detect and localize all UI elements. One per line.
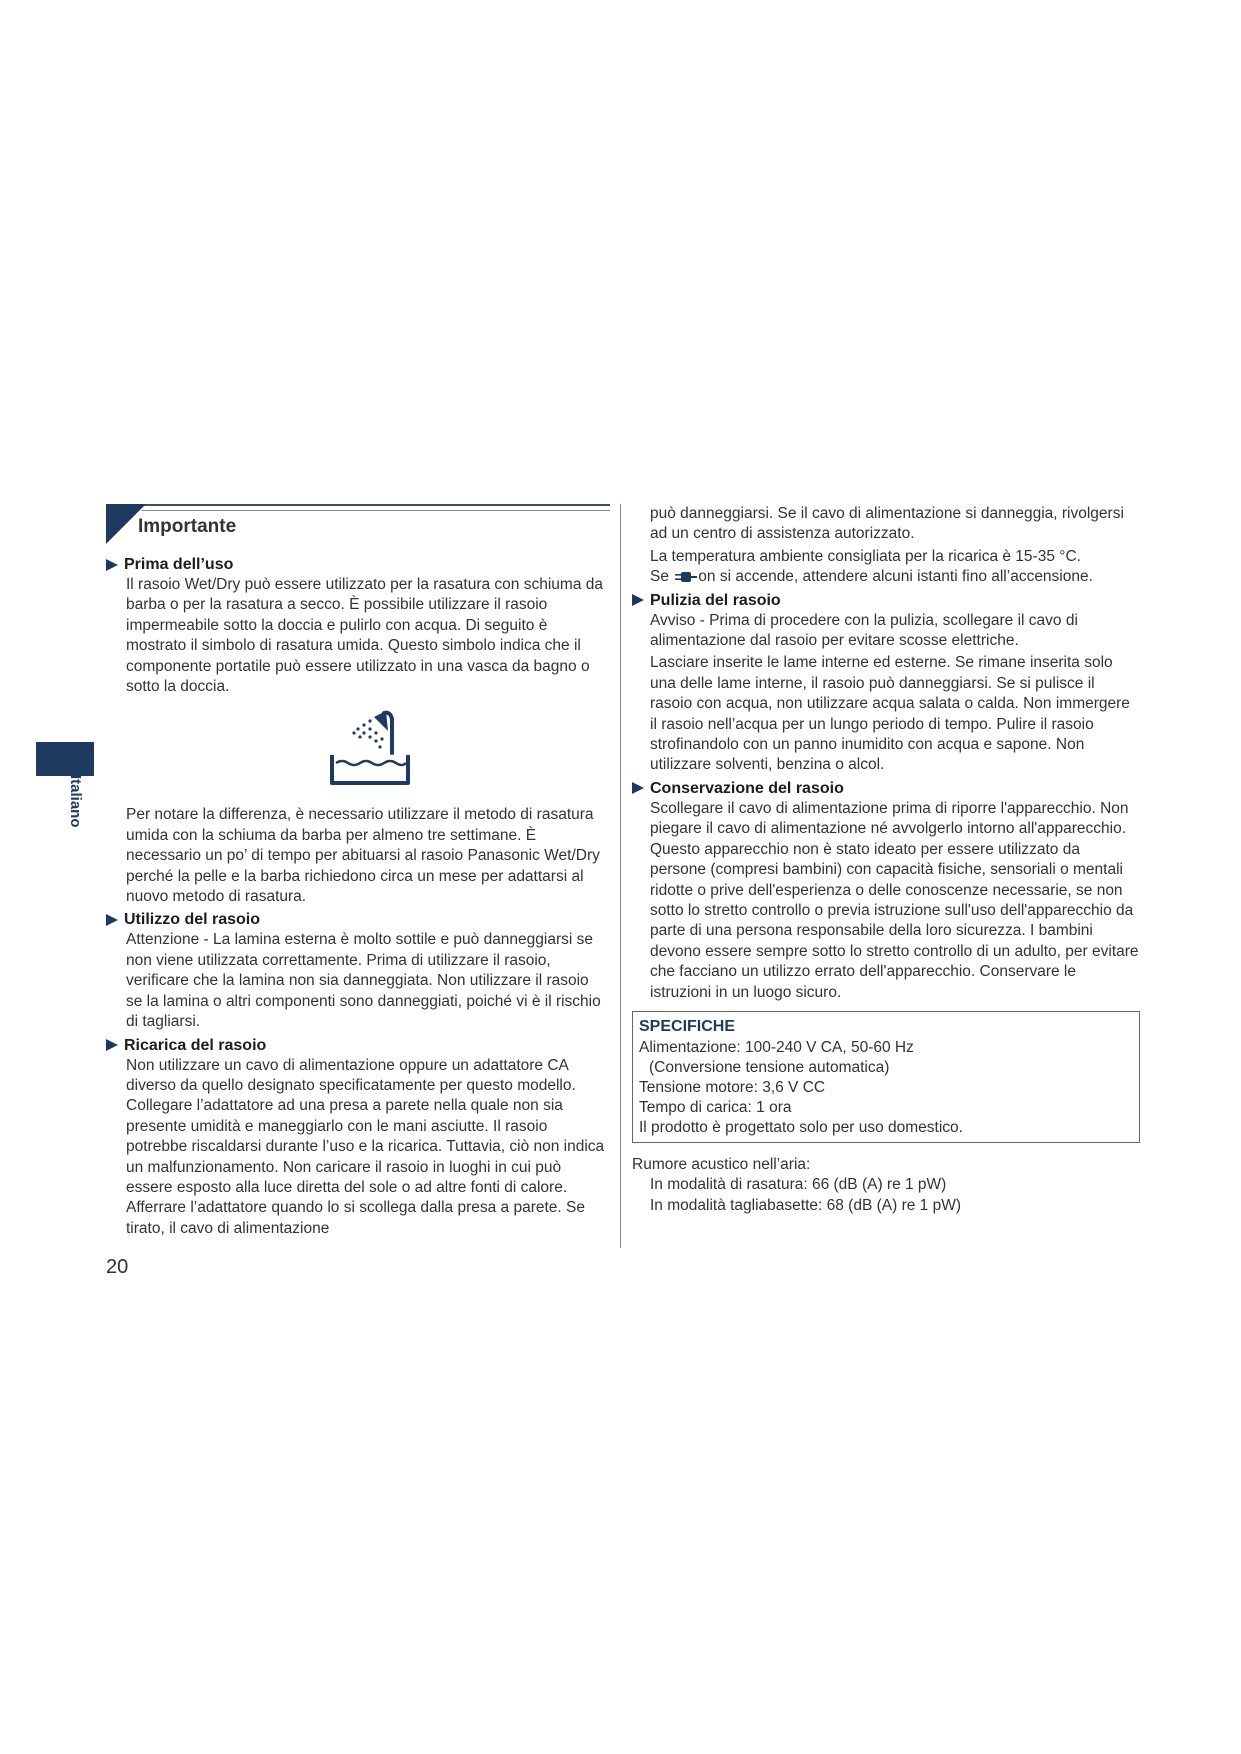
section-heading [106, 554, 608, 575]
wet-shaving-symbol [106, 703, 608, 793]
right-column [632, 504, 1140, 1216]
section-heading [632, 590, 1140, 611]
section-text-continued: Per notare la differenza, è necessario utilizzare il metodo di rasatura umida con la schiuma da barba per almeno tre settimane. È necessario un po’ di tempo per abituarsi al rasoio Panasonic Wet/Dry perché la pelle e la barba richiedono circa un mese per adattarsi al nuovo metodo di rasatura. [126, 806, 600, 906]
section-text: Scollegare il cavo di alimentazione prima di riporre l'apparecchio. Non piegare il cavo di alimentazione né avvolgerlo intorno all'apparecchio. Questo apparecchio non è stato ideato per essere utilizzato da persone (compresi bambini) con capacità fisiche, sensoriali o mentali ridotte o prive dell'esperienza o delle conoscenze necessarie, se non sotto lo stretto controllo o previa istruzione sull'uso dell'apparecchio da parte di una persona responsabile della loro sicurezza. I bambini devono essere sempre sotto lo stretto controllo di un adulto, per evitare che facciano un utilizzo errato dell'apparecchio. Conservare le istruzioni in un luogo sicuro. [650, 799, 1139, 1001]
section-heading [632, 778, 1140, 799]
important-title: Importante [138, 516, 237, 537]
triangle-bullet-icon [632, 782, 644, 794]
triangle-bullet-icon [106, 1039, 118, 1051]
spec-charge: Tempo di carica: 1 ora [639, 1098, 792, 1116]
spec-motor: Tensione motore: 3,6 V CC [639, 1078, 826, 1096]
language-tab-label: Italiano [67, 775, 84, 828]
noise-shaving: In modalità di rasatura: 66 (dB (A) re 1 pW) [650, 1176, 947, 1194]
shower-bath-icon [324, 703, 414, 791]
continued-text: può danneggiarsi. Se il cavo di alimentazione si danneggia, rivolgersi ad un centro di assistenza autorizzato. [650, 505, 1124, 543]
triangle-bullet-icon [106, 559, 118, 571]
section-heading [106, 1035, 608, 1056]
triangle-bullet-icon [632, 594, 644, 606]
triangle-bullet-icon [106, 914, 118, 926]
header-rule-thin [142, 510, 610, 511]
specifications-title: SPECIFICHE [639, 1017, 736, 1035]
section-heading-text: Prima dell’uso [124, 556, 234, 573]
section-ricarica [106, 1035, 608, 1240]
temperature-line: La temperatura ambiente consigliata per la ricarica è 15-35 °C. [650, 547, 1081, 565]
header-rule-thick [106, 504, 610, 506]
column-divider [620, 504, 621, 1248]
plug-icon [675, 571, 697, 583]
plug-text-before: Se [650, 568, 669, 586]
section-text: Non utilizzare un cavo di alimentazione oppure un adattatore CA diverso da quello designato specificatamente per questo modello. Collegare l’adattatore ad una presa a parete nella quale non sia presente umidità e maneggiarlo con le mani asciutte. Il rasoio potrebbe riscaldarsi durante l’uso e la ricarica. Tuttavia, ciò non indica un malfunzionamento. Non caricare il rasoio in luoghi in cui può essere esposto alla luce diretta del sole o ad altre fonti di calore. Afferrare l’adattatore quando lo si scollega dalla presa a parete. Se tirato, il cavo di alimentazione [126, 1056, 605, 1237]
section-text-continued: Lasciare inserite le lame interne ed esterne. Se rimane inserita solo una delle lame interne, il rasoio può danneggiarsi. Se si pulisce il rasoio con acqua, non utilizzare acqua salata o calda. Non immergere il rasoio nell’acqua per un lungo periodo di tempo. Pulire il rasoio strofinandolo con un panno inumidito con acqua e sapone. Non utilizzare solventi, benzina o alcol. [650, 654, 1130, 774]
specifications-box [632, 1011, 1140, 1143]
spec-power: Alimentazione: 100-240 V CA, 50-60 Hz [639, 1038, 914, 1056]
plug-text-after: on si accende, attendere alcuni istanti fino all’accensione. [698, 568, 1093, 586]
section-heading-text: Pulizia del rasoio [650, 591, 781, 609]
noise-label: Rumore acustico nell’aria: [632, 1155, 811, 1173]
section-prima-uso [106, 554, 608, 907]
section-heading-text: Utilizzo del rasoio [124, 911, 261, 929]
section-text: Avviso - Prima di procedere con la pulizia, scollegare il cavo di alimentazione dal rasoio per evitare scosse elettriche. [650, 611, 1078, 650]
language-tab-marker [36, 742, 94, 776]
page-number: 20 [106, 1256, 129, 1278]
temperature-text [632, 547, 1140, 588]
section-heading-text: Ricarica del rasoio [124, 1036, 267, 1054]
noise-trimming: In modalità tagliabasette: 68 (dB (A) re 1 pW) [650, 1196, 962, 1214]
section-heading [106, 909, 608, 930]
section-utilizzo [106, 909, 608, 1032]
important-header [106, 504, 608, 544]
section-heading-text: Conservazione del rasoio [650, 779, 844, 797]
spec-domestic: Il prodotto è progettato solo per uso domestico. [639, 1118, 963, 1136]
section-text: Il rasoio Wet/Dry può essere utilizzato per la rasatura con schiuma da barba o per la rasatura a secco. È possibile utilizzare il rasoio impermeabile sotto la doccia e pulirlo con acqua. Di seguito è mostrato il simbolo di rasatura umida. Questo simbolo indica che il componente portatile può essere utilizzato in una vasca da bagno o sotto la doccia. [126, 576, 603, 696]
section-text: Attenzione - La lamina esterna è molto sottile e può danneggiarsi se non viene utilizzata correttamente. Prima di utilizzare il rasoio, verificare che la lamina non sia danneggiata. Non utilizzare il rasoio se la lamina o altri componenti sono danneggiati, poiché vi è il rischio di tagliarsi. [126, 931, 601, 1031]
section-pulizia [632, 590, 1140, 776]
spec-power-note: (Conversione tensione automatica) [649, 1058, 890, 1076]
left-column [106, 504, 608, 1241]
noise-section [632, 1155, 1140, 1216]
section-conservazione [632, 778, 1140, 1003]
